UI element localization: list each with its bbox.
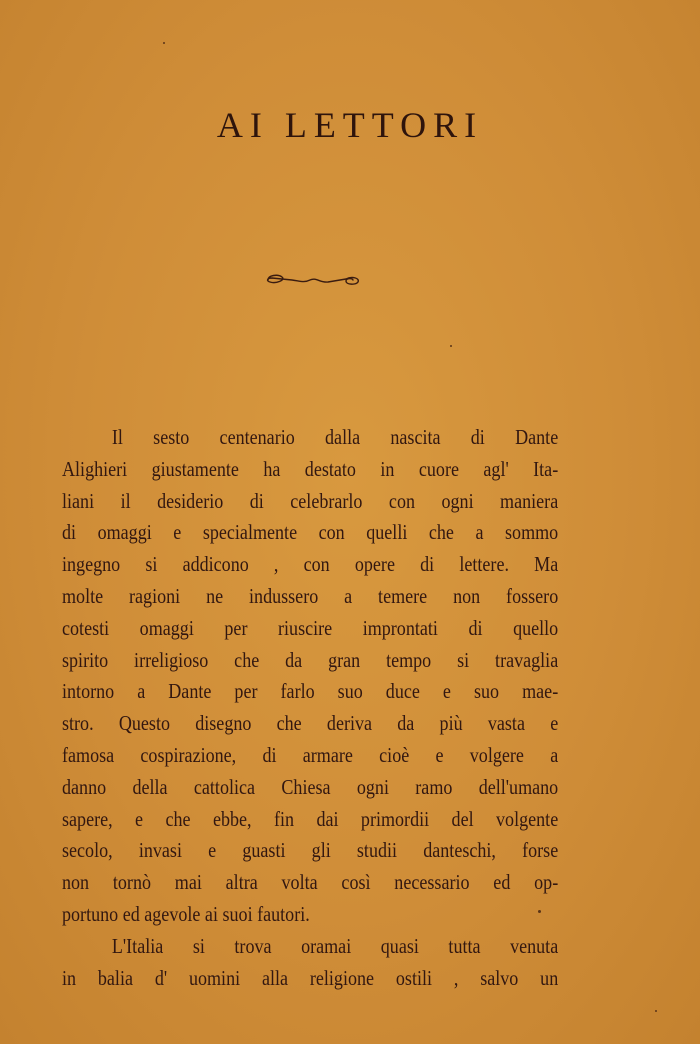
- text-line: secolo, invasi e guasti gli studii danteschi, forse: [62, 838, 559, 863]
- text-line: sapere, e che ebbe, fin dai primordii del volgente: [62, 806, 559, 831]
- text-line: di omaggi e specialmente con quelli che a sommo: [62, 520, 559, 545]
- text-line: non tornò mai altra volta così necessario ed op-: [62, 870, 559, 895]
- text-line: ingegno si addicono , con opere di lettere. Ma: [62, 552, 559, 577]
- text-line: Alighieri giustamente ha destato in cuore agl' Ita-: [62, 456, 559, 481]
- paper-speck: [655, 1010, 657, 1012]
- text-line: danno della cattolica Chiesa ogni ramo dell'umano: [62, 774, 559, 799]
- text-line: molte ragioni ne indussero a temere non fossero: [62, 583, 559, 608]
- text-line: cotesti omaggi per riuscire improntati di quello: [62, 615, 559, 640]
- body-text: [62, 422, 559, 994]
- text-line: intorno a Dante per farlo suo duce e suo mae-: [62, 679, 559, 704]
- text-line: L'Italia si trova oramai quasi tutta venuta: [111, 933, 559, 958]
- page-title: AI LETTORI: [216, 105, 484, 145]
- paper-speck: [163, 42, 165, 44]
- text-line: liani il desiderio di celebrarlo con ogni maniera: [62, 488, 559, 513]
- text-line: in balia d' uomini alla religione ostili , salvo un: [62, 965, 559, 990]
- text-line: spirito irreligioso che da gran tempo si travaglia: [62, 647, 559, 672]
- scroll-flourish-icon: [262, 271, 362, 289]
- paper-speck: [450, 345, 452, 347]
- text-line: Il sesto centenario dalla nascita di Dante: [111, 425, 559, 449]
- text-line: famosa cospirazione, di armare cioè e volgere a: [62, 742, 559, 767]
- text-line: stro. Questo disegno che deriva da più vasta e: [62, 711, 559, 736]
- text-line: portuno ed agevole ai suoi fautori.: [62, 901, 310, 926]
